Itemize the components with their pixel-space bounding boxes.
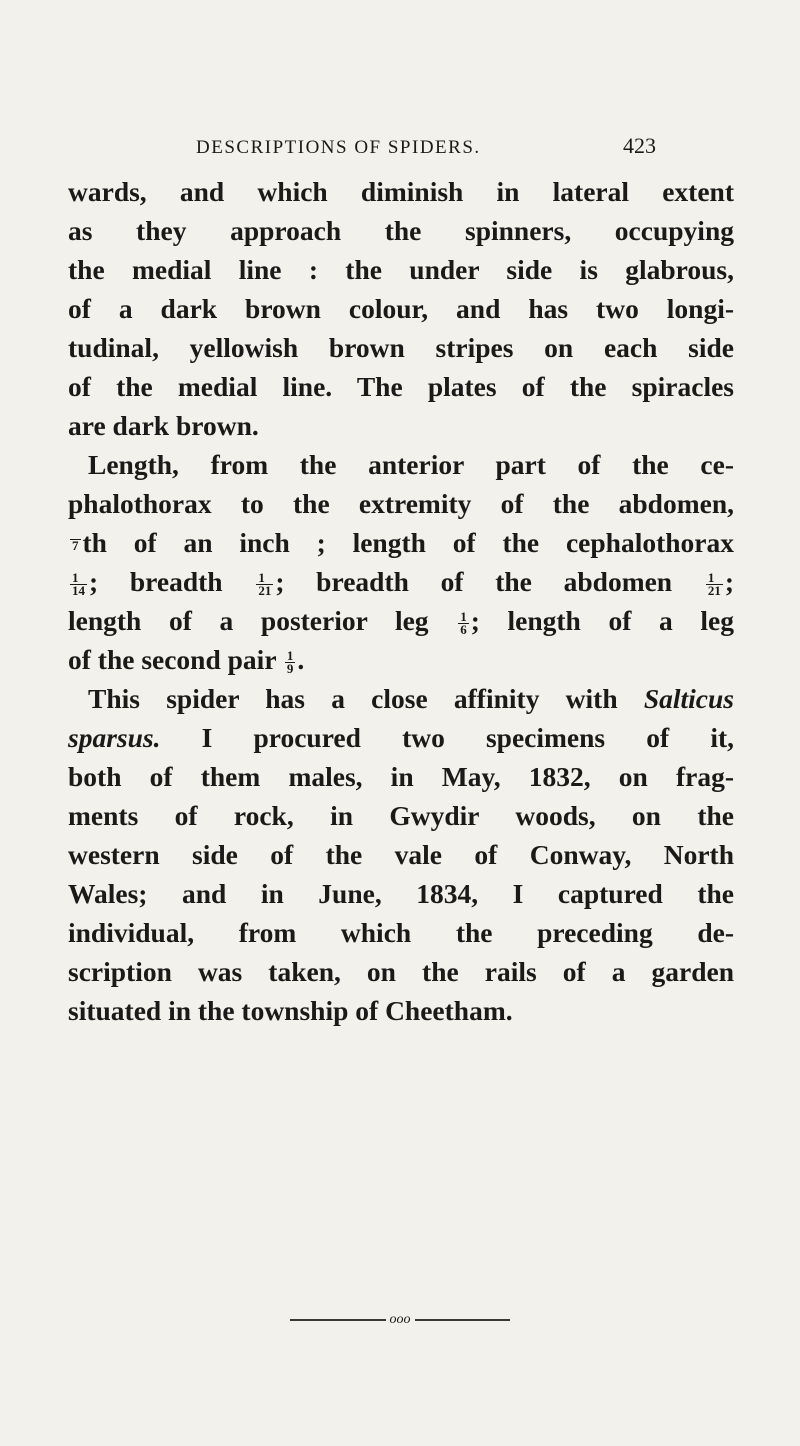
text-line: individual, from which the preceding de- [68,917,734,948]
running-head [196,133,656,159]
text-line: are dark brown. [68,410,259,441]
text-line: $\frac{1}{14}$ ; breadth $\frac{1}{21}$ ; breadth of the abdomen $\frac{1}{21}$ ; [72,566,734,599]
fraction: $\frac{1}{9}$ [286,648,294,677]
body-text [68,172,734,1030]
fraction: $\frac{1}{21}$ [707,570,721,599]
text-line: of the medial line. The plates of the spiracles [68,371,734,402]
fraction: 7 [72,538,79,554]
text-line: phalothorax to the extremity of the abdomen, [68,488,734,519]
text-line: the medial line : the under side is glabrous, [68,254,734,285]
section-end-ornament [290,1312,510,1328]
text-line: both of them males, in May, 1832, on frag- [68,761,734,792]
text-line: wards, and which diminish in lateral extent [68,176,734,207]
italic-term: sparsus. [68,722,161,753]
text-line: of the second pair $\frac{1}{9}$ . [68,644,305,677]
fraction: $\frac{1}{14}$ [72,570,85,599]
ornament-mark: ooo [389,1312,411,1327]
fraction: $\frac{1}{6}$ [460,609,467,638]
text-line: as they approach the spinners, occupying [68,215,734,246]
ornament-rule [415,1319,511,1321]
text-line: 7 th of an inch ; length of the cephalothorax [72,527,734,558]
text-line: Wales; and in June, 1834, I captured the [68,878,734,909]
text-line: sparsus. I procured two specimens of it, [68,722,734,753]
ornament-rule [290,1319,386,1321]
text-line: of a dark brown colour, and has two longi- [68,293,734,324]
text-line: tudinal, yellowish brown stripes on each side [68,332,734,363]
text-line: scription was taken, on the rails of a garden [68,956,734,987]
italic-term: Salticus [643,683,735,714]
text-line: This spider has a close affinity with Salticus [88,683,735,714]
text-line: situated in the township of Cheetham. [68,995,513,1026]
text-line: western side of the vale of Conway, North [68,839,734,870]
text-line: length of a posterior leg $\frac{1}{6}$ ; length of a leg [68,605,734,638]
text-line: ments of rock, in Gwydir woods, on the [68,800,734,831]
fraction: $\frac{1}{21}$ [258,570,272,599]
running-title: DESCRIPTIONS OF SPIDERS. [196,137,481,158]
page-number: 423 [623,133,656,158]
text-line: Length, from the anterior part of the ce- [88,449,734,480]
